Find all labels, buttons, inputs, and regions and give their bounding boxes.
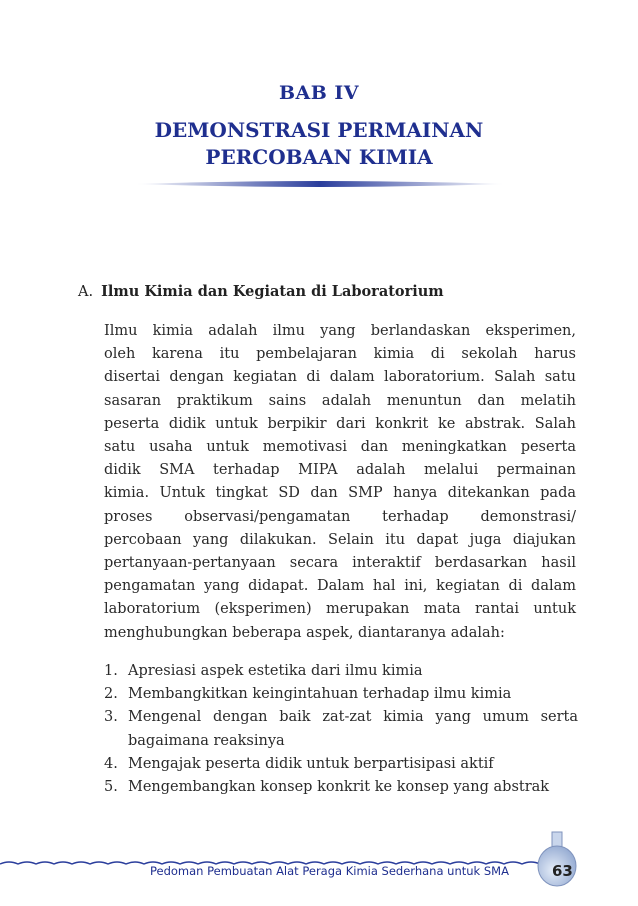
chapter-label: BAB IV (278, 82, 360, 104)
list-item-number: 4. (104, 755, 118, 772)
paragraph-line: satu usaha untuk memotivasi dan meningkatkan peserta (104, 439, 576, 456)
list-item (104, 753, 578, 776)
aspect-list (104, 660, 578, 799)
paragraph-line: peserta didik untuk berpikir dari konkrit ke abstrak. Salah (104, 415, 576, 432)
list-item (104, 660, 578, 683)
section-letter: A. (78, 284, 94, 300)
list-item-text: Mengenal dengan baik zat-zat kimia yang umum serta bagaimana reaksinya (128, 709, 578, 749)
paragraph-line: percobaan yang dilakukan. Selain itu dapat juga diajukan (104, 531, 576, 548)
list-item (104, 706, 578, 752)
page-number: 63 (552, 862, 573, 880)
list-item-number: 5. (104, 779, 118, 796)
paragraph-line: sasaran praktikum sains adalah menuntun dan melatih (104, 392, 576, 409)
chapter-title-line-1: DEMONSTRASI PERMAINAN (154, 118, 484, 142)
list-item-text: Membangkitkan keingintahuan terhadap ilmu kimia (128, 686, 512, 703)
footer-title: Pedoman Pembuatan Alat Peraga Kimia Sederhana untuk SMA (150, 864, 509, 878)
paragraph-line: menghubungkan beberapa aspek, diantaranya adalah: (104, 624, 505, 641)
section-heading (78, 283, 444, 300)
paragraph-line: disertai dengan kegiatan di dalam laboratorium. Salah satu (104, 369, 576, 386)
list-item-text: Mengembangkan konsep konkrit ke konsep yang abstrak (128, 779, 550, 796)
title-divider (135, 180, 505, 188)
paragraph-line: pengamatan yang didapat. Dalam hal ini, kegiatan di dalam (104, 578, 576, 595)
paragraph-line: laboratorium (eksperimen) merupakan mata rantai untuk (104, 601, 576, 618)
list-item-text: Mengajak peserta didik untuk berpartisipasi aktif (128, 755, 494, 772)
list-item-number: 3. (104, 709, 118, 726)
paragraph-line: pertanyaan-pertanyaan secara interaktif berdasarkan hasil (104, 555, 576, 572)
list-item-number: 2. (104, 686, 118, 703)
chapter-title-line-2: PERCOBAAN KIMIA (205, 145, 433, 169)
paragraph-line: kimia. Untuk tingkat SD dan SMP hanya ditekankan pada (104, 485, 576, 502)
body-paragraph (104, 320, 576, 645)
paragraph-line: oleh karena itu pembelajaran kimia di sekolah harus (104, 346, 576, 363)
list-item-text: Apresiasi aspek estetika dari ilmu kimia (128, 663, 423, 679)
paragraph-line: proses observasi/pengamatan terhadap demonstrasi/ (104, 508, 576, 525)
list-item (104, 683, 578, 706)
section-title: Ilmu Kimia dan Kegiatan di Laboratorium (101, 283, 444, 300)
list-item-number: 1. (104, 663, 118, 679)
paragraph-line: didik SMA terhadap MIPA adalah melalui permainan (104, 462, 576, 479)
list-item (104, 776, 578, 799)
paragraph-line: Ilmu kimia adalah ilmu yang berlandaskan eksperimen, (104, 323, 576, 339)
